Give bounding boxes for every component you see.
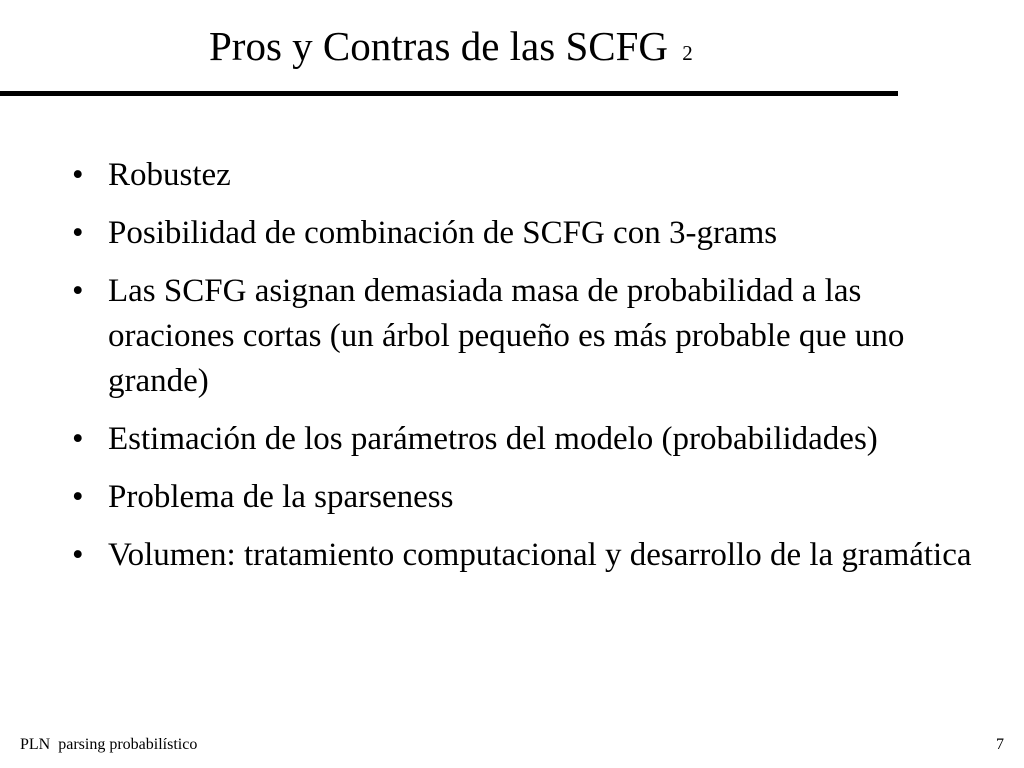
bullet-text: Las SCFG asignan demasiada masa de probabilidad a las oraciones cortas (un árbol pequeño es más probable que uno grande) [108,273,905,399]
bullet-text: Posibilidad de combinación de SCFG con 3-grams [108,215,778,251]
title-underline [0,91,898,96]
bullet-item [72,533,972,578]
bullet-text: Robustez [108,157,231,193]
bullet-mark: • [72,157,84,193]
bullet-item [72,211,972,256]
bullet-mark: • [72,537,84,573]
bullet-item [72,475,972,520]
bullet-mark: • [72,479,84,515]
footer-page-number: 7 [996,736,1004,753]
bullet-item [72,153,972,198]
bullet-item [72,269,972,404]
slide-title-text: Pros y Contras de las SCFG [209,23,669,69]
footer-course-label: PLN parsing probabilístico [20,736,198,753]
bullet-mark: • [72,273,84,309]
slide-title [209,22,693,77]
bullet-list [72,153,972,591]
slide-title-suffix: 2 [682,41,693,65]
bullet-mark: • [72,215,84,251]
bullet-text: Problema de la sparseness [108,479,454,515]
bullet-text: Volumen: tratamiento computacional y desarrollo de la gramática [108,537,972,573]
bullet-mark: • [72,421,84,457]
bullet-text: Estimación de los parámetros del modelo (probabilidades) [108,421,878,457]
bullet-item [72,417,972,462]
